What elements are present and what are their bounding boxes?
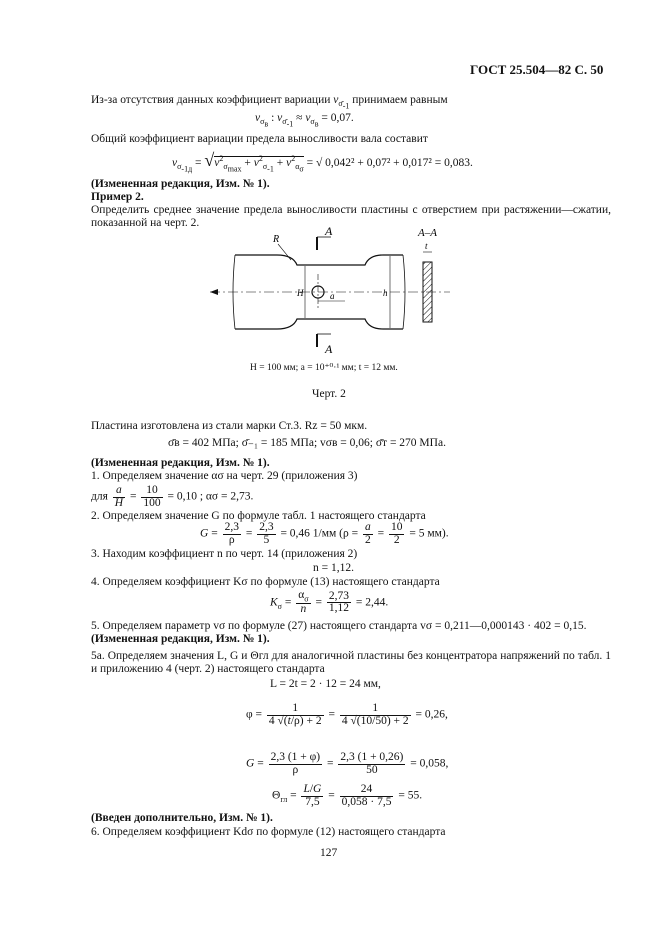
equation-g: G = $\frac{2,3 (1 + \varphi)}{\rho}$ = $\frac{2,3 (1 + 0,26)}{50}$ = 0,058,: [246, 751, 449, 776]
edition-note-1: (Измененная редакция, Изм. № 1).: [91, 178, 270, 190]
step-1: 1. Определяем значение ασ на черт. 29 (приложения 3): [91, 470, 358, 482]
drawing-dimensions: H = 100 мм; a = 10⁺⁰·¹ мм; t = 12 мм.: [250, 363, 398, 373]
paragraph-3: Определить среднее значение предела выносливости пластины с отверстием при растяжении—сжатии, показанной на черт. 2.: [91, 204, 611, 230]
step-2-equation-body: = 0,46 1/мм (ρ =: [280, 527, 359, 540]
equation-g-result: = 0,058,: [410, 757, 449, 770]
equation-theta-result: = 55.: [398, 789, 423, 802]
example-title: Пример 2.: [91, 191, 144, 203]
paragraph-1-text: Из-за отсутствия данных коэффициент вариации: [91, 94, 331, 106]
paragraph-1: Из-за отсутствия данных коэффициент вариации $v_{\sigmā_{-1}}$ принимаем равным: [91, 94, 448, 111]
step-2-equation-tail: = 5 мм).: [409, 527, 449, 540]
equation-theta: $\Theta_{гл}$ = $\frac{L/G}{7,5}$ = $\frac{24}{0,058 \cdot 7,5}$ = 55.: [272, 783, 423, 808]
step-3: 3. Находим коэффициент n по черт. 14 (приложения 2): [91, 548, 358, 560]
equation-phi-result: = 0,26,: [415, 708, 448, 721]
step-4-equation: $K_\sigma$ = $\frac{\alpha_\sigma}{n}$ = $\frac{2,73}{1,12}$ = 2,44.: [270, 589, 389, 616]
edition-note-2: (Измененная редакция, Изм. № 1).: [91, 457, 270, 469]
label-h-lower: h: [383, 288, 388, 298]
label-t: t: [425, 241, 428, 251]
step-3-equation: n = 1,12.: [313, 562, 354, 574]
equation-1-result: = 0,07.: [321, 112, 354, 124]
equation-l: L = 2t = 2 · 12 = 24 мм,: [270, 678, 381, 690]
equation-phi: φ = $\frac{1}{4 √(t/\rho) + 2}$ = $\frac{1}{4 √(10/50) + 2}$ = 0,26,: [246, 702, 448, 727]
label-a-top: A: [325, 224, 333, 238]
step-2-equation: G = $\frac{2,3}{\rho}$ = $\frac{2,3}{5}$ = 0,46 1/мм (ρ = $\frac{a}{2}$ = $\frac{10}{2}$ = 5 мм).: [200, 521, 449, 546]
label-h-upper: H: [297, 288, 304, 298]
page-number: 127: [320, 847, 338, 859]
equation-2: $v_{\sigma_{-1д}} = √v^2_{\sigma_{max}} + v^2_{\sigma_{-1}} + v^2_{\alpha_\sigma}$ = √ 0,042² + 0,07² + 0,017² = 0,083.: [172, 150, 473, 174]
paragraph-4: Пластина изготовлена из стали марки Ст.3. Rz = 50 мкм.: [91, 420, 368, 432]
step-6: 6. Определяем коэффициент Kdσ по формуле (12) настоящего стандарта: [91, 826, 446, 838]
label-r: R: [273, 234, 280, 245]
step-2: 2. Определяем значение G по формуле табл. 1 настоящего стандарта: [91, 510, 426, 522]
step-5a: 5а. Определяем значения L, G и Θгл для аналогичной пластины без концентратора напряжений по табл. 1 и приложению 4 (черт. 2) настоящего стандарта: [91, 650, 611, 676]
edition-note-4: (Введен дополнительно, Изм. № 1).: [91, 812, 273, 824]
edition-note-3: (Измененная редакция, Изм. № 1).: [91, 633, 270, 645]
equation-1: $v_{\sigma_в}$ : $v_{\sigmā_{-1}} \approx v_{\sigma_в} = 0,07$.: [255, 112, 354, 129]
drawing-caption: Черт. 2: [312, 388, 346, 400]
step-4: 4. Определяем коэффициент Kσ по формуле (13) настоящего стандарта: [91, 576, 440, 588]
step-5: 5. Определяем параметр vσ по формуле (27) настоящего стандарта vσ = 0,211—0,000143 · 402 = 0,15.: [91, 620, 587, 632]
label-section: A–A: [418, 227, 437, 239]
label-a-bottom: A: [325, 342, 333, 354]
paragraph-2: Общий коэффициент вариации предела выносливости вала составит: [91, 133, 428, 145]
step-1-equation-prefix: для: [91, 490, 108, 503]
page-header: ГОСТ 25.504—82 С. 50: [470, 62, 604, 77]
step-1-equation: для $\frac{a}{H}$ = $\frac{10}{100}$ = 0,10 ; ασ = 2,73.: [91, 484, 254, 509]
equation-2-result: = √ 0,042² + 0,07² + 0,017² = 0,083.: [306, 157, 473, 169]
step-4-equation-result: = 2,44.: [355, 596, 389, 609]
plate-drawing: [205, 222, 455, 354]
paragraph-1-tail: принимаем равным: [352, 94, 448, 106]
label-a: a: [330, 291, 335, 301]
material-properties: σ̄в = 402 МПа; σ̄₋₁ = 185 МПа; vσв = 0,06; σ̄т = 270 МПа.: [168, 437, 446, 449]
step-1-equation-result: = 0,10 ; ασ = 2,73.: [167, 490, 254, 503]
